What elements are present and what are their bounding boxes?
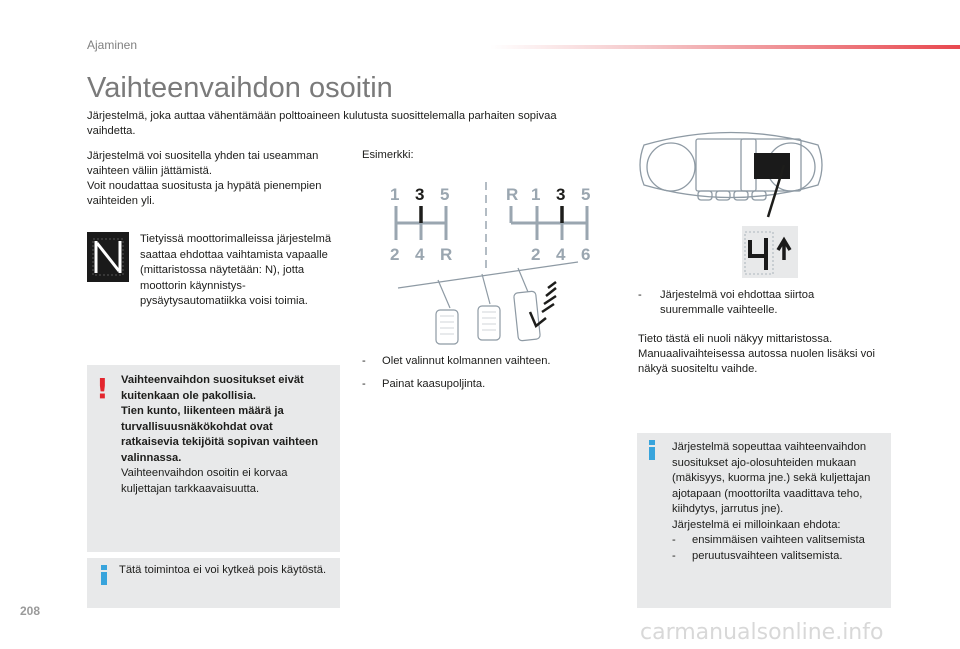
gear-6-top-R: R — [506, 185, 519, 204]
info-icon-2 — [649, 440, 655, 460]
watermark: carmanualsonline.info — [640, 620, 884, 645]
neutral-gear-icon — [87, 232, 129, 282]
gear-4-display-icon — [742, 226, 798, 278]
neutral-n-glyph — [91, 237, 125, 277]
middle-bullet-1: - Olet valinnut kolmannen vaihteen. — [362, 355, 551, 367]
middle-bullet-2: - Painat kaasupoljinta. — [362, 378, 486, 390]
warning-text — [121, 373, 326, 497]
gear-5-top-1: 1 — [390, 185, 400, 204]
gear-6-bot-6: 6 — [581, 245, 591, 264]
section-label: Ajaminen — [87, 38, 138, 52]
gear-5-bot-R: R — [440, 245, 453, 264]
example-label: Esimerkki: — [362, 149, 414, 161]
gear-6-top-5: 5 — [581, 185, 591, 204]
page-number: 208 — [20, 604, 41, 618]
gear-6-bot-2: 2 — [531, 245, 541, 264]
gear-display-panel — [742, 226, 798, 278]
info-intro: Järjestelmä sopeuttaa vaihteenvaihdon suositukset ajo-olosuhteiden mukaan (mäkisyys, kuorma jne.) sekä kuljettajan ajotapaan (moottorilta vaadittava teho, kiihdytys, jarrutus jne). — [672, 441, 871, 515]
info-icon — [101, 565, 107, 585]
gear-6-top-1: 1 — [531, 185, 541, 204]
up-arrow-icon — [778, 240, 790, 260]
gear-6-top-3: 3 — [556, 185, 566, 204]
warning-exclamation-icon: ! — [96, 372, 109, 405]
gear-5-top-3: 3 — [415, 185, 425, 204]
intro-text: Järjestelmä, joka auttaa vähentämään polttoaineen kulutusta suosittelemalla parhaiten sopivaa vaihdetta. — [87, 110, 557, 137]
gear-6-bot-4: 4 — [556, 245, 566, 264]
page-title: Vaihteenvaihdon osoitin — [87, 72, 393, 104]
gear-pedal-illustration — [378, 180, 608, 360]
left-para-1: Järjestelmä voi suositella yhden tai useamman vaihteen väliin jättämistä. — [87, 150, 319, 177]
header-rule — [490, 45, 960, 49]
list-item: - ensimmäisen vaihteen valitsemista — [672, 534, 865, 546]
neutral-info-text: Tietyissä moottorimalleissa järjestelmä saattaa ehdottaa vaihtamista vapaalle (mittaristossa näytetään: N), jotta moottorin käynnistys-pysäytysautomatiikka voisi toimia. — [140, 233, 332, 307]
left-paragraph — [87, 149, 347, 209]
gear-5-top-5: 5 — [440, 185, 450, 204]
warning-bold-2: Tien kunto, liikenteen määrä ja turvallisuusnäkökohdat ovat ratkaisevia tekijöitä sopivan vaihteen valinnassa. — [121, 405, 319, 464]
left-para-2: Voit noudattaa suositusta ja hypätä pienempien vaihteiden yli. — [87, 180, 322, 207]
info-text-2 — [672, 440, 887, 564]
warning-bold-1: Vaihteenvaihdon suositukset eivät kuitenkaan ole pakollisia. — [121, 374, 304, 402]
warning-normal: Vaihteenvaihdon osoitin ei korvaa kuljettajan tarkkaavaisuutta. — [121, 467, 288, 495]
right-paragraph: Tieto tästä eli nuoli näkyy mittaristossa. Manuaalivaihteisessa autossa nuolen lisäksi voi näkyä suositeltu vaihde. — [638, 333, 875, 375]
info-text-1: Tätä toimintoa ei voi kytkeä pois käytöstä. — [119, 564, 327, 576]
list-item: - peruutusvaihteen valitsemista. — [672, 549, 843, 562]
gear-5-bot-4: 4 — [415, 245, 425, 264]
info-list — [672, 533, 887, 564]
gear-5-bot-2: 2 — [390, 245, 400, 264]
info-never: Järjestelmä ei milloinkaan ehdota: — [672, 518, 841, 531]
instrument-cluster-illustration — [636, 125, 826, 225]
